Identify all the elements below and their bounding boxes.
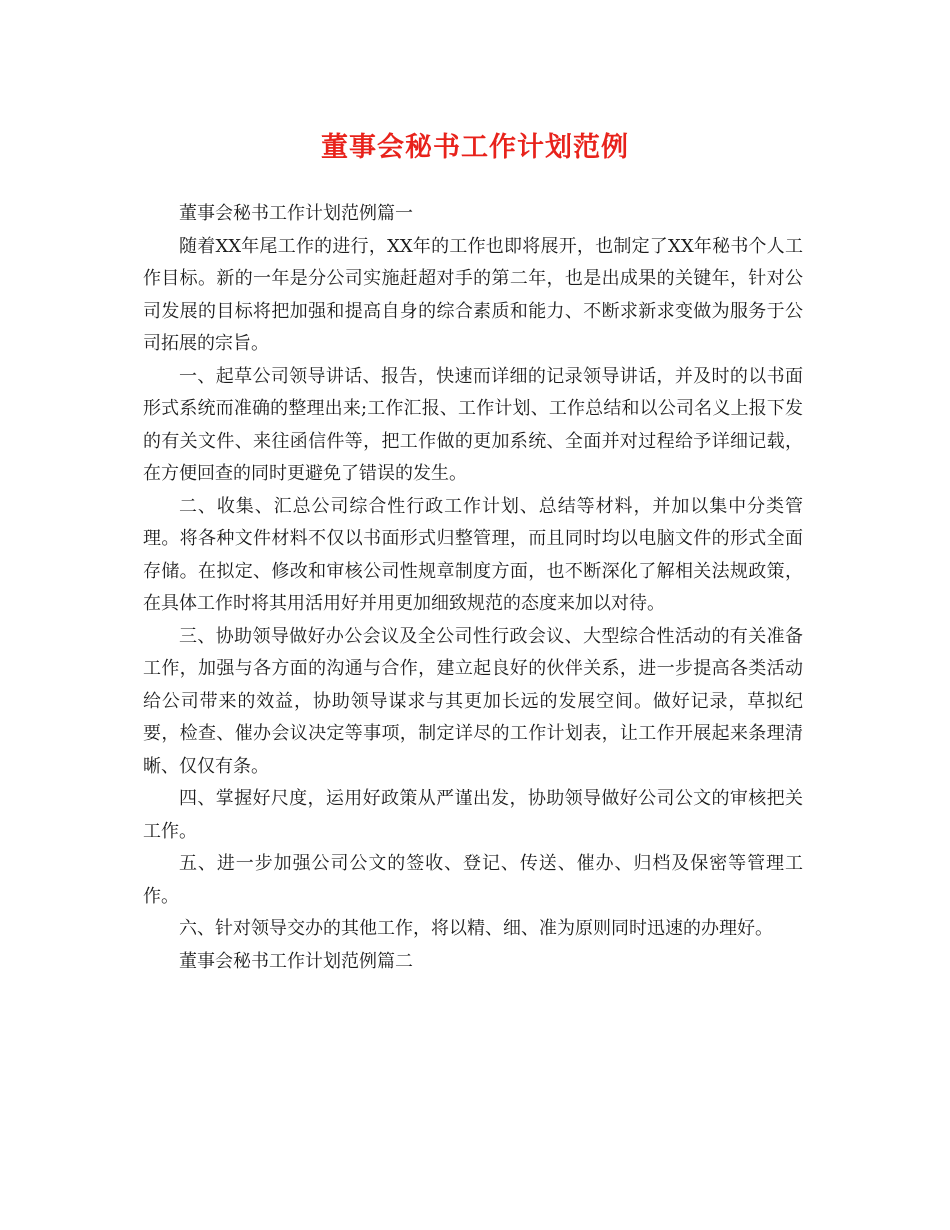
document-title: 董事会秘书工作计划范例 bbox=[321, 132, 629, 163]
body-paragraph: 四、掌握好尺度，运用好政策从严谨出发，协助领导做好公司公文的审核把关工作。 bbox=[143, 788, 803, 842]
body-paragraph: 六、针对领导交办的其他工作，将以精、细、准为原则同时迅速的办理好。 bbox=[179, 918, 773, 939]
body-paragraph: 三、协助领导做好办公会议及全公司性行政会议、大型综合性活动的有关准备工作，加强与各方面的沟通与合作，建立起良好的伙伴关系，进一步提高各类活动给公司带来的效益，协助领导谋求与其更加长远的发展空间。做好记录，草拟纪要，检查、催办会议决定等事项，制定详尽的工作计划表，让工作开展起来条理清晰、仅仅有条。 bbox=[143, 625, 803, 777]
body-paragraph: 五、进一步加强公司公文的签收、登记、传送、催办、归档及保密等管理工作。 bbox=[143, 853, 803, 907]
body-paragraph: 随着XX年尾工作的进行，XX年的工作也即将展开，也制定了XX年秘书个人工作目标。新的一年是分公司实施赶超对手的第二年，也是出成果的关键年，针对公司发展的目标将把加强和提高自身的综合素质和能力、不断求新求变做为服务于公司拓展的宗旨。 bbox=[143, 235, 803, 354]
section-heading: 董事会秘书工作计划范例篇一 bbox=[179, 203, 413, 224]
body-paragraph: 一、起草公司领导讲话、报告，快速而详细的记录领导讲话，并及时的以书面形式系统而准确的整理出来;工作汇报、工作计划、工作总结和以公司名义上报下发的有关文件、来往函信件等，把工作做的更加系统、全面并对过程给予详细记载，在方便回查的同时更避免了错误的发生。 bbox=[143, 365, 803, 484]
document-body bbox=[143, 198, 803, 978]
body-paragraph: 二、收集、汇总公司综合性行政工作计划、总结等材料，并加以集中分类管理。将各种文件材料不仅以书面形式归整管理，而且同时均以电脑文件的形式全面存储。在拟定、修改和审核公司性规章制度方面，也不断深化了解相关法规政策，在具体工作时将其用活用好并用更加细致规范的态度来加以对待。 bbox=[143, 495, 803, 614]
section-heading: 董事会秘书工作计划范例篇二 bbox=[179, 950, 413, 972]
